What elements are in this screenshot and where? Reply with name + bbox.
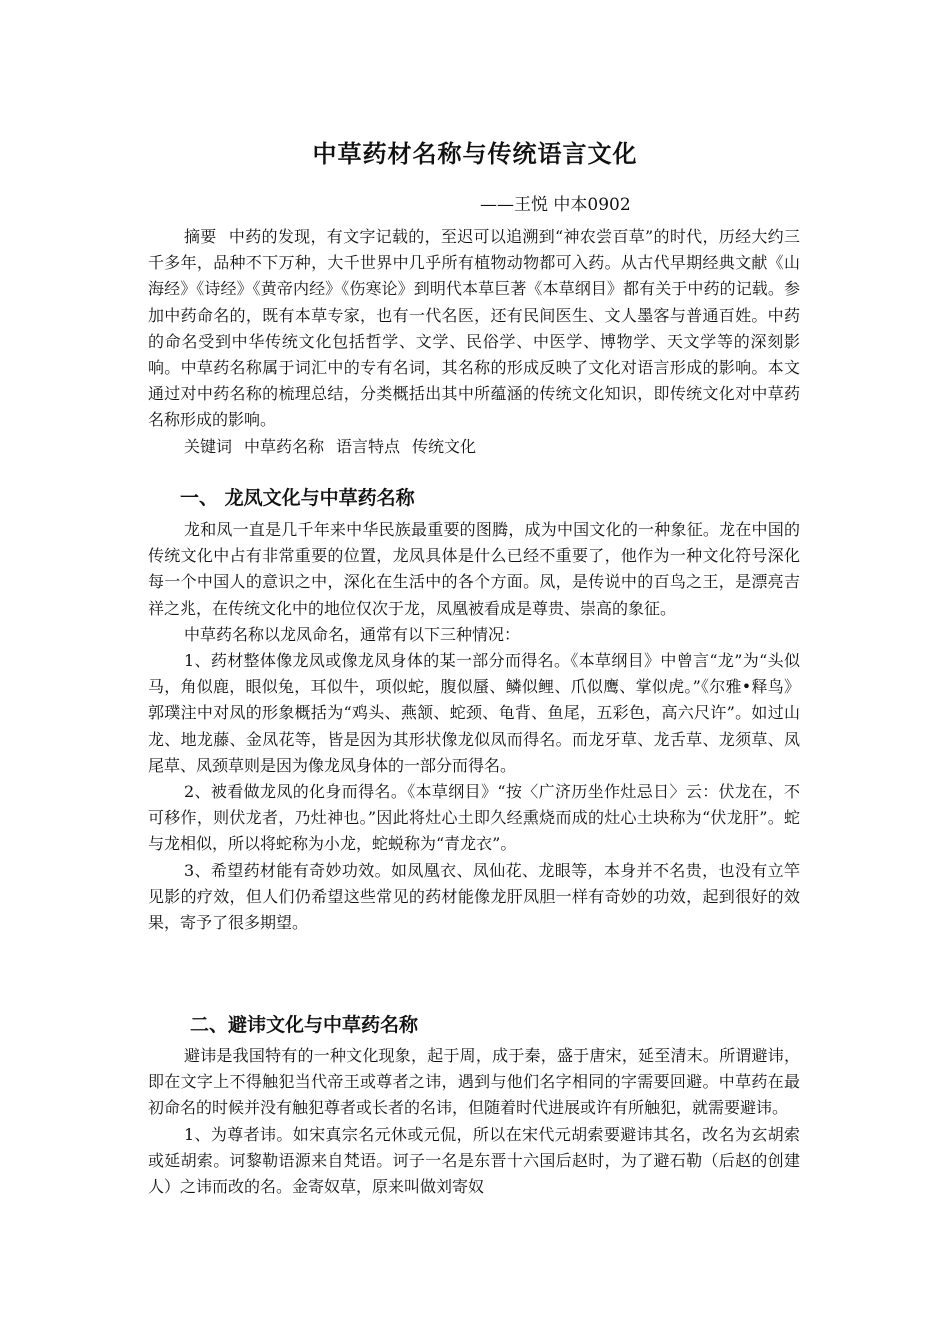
keyword-item: 传统文化 [412,436,477,456]
body-paragraph: 1、药材整体像龙凤或像龙凤身体的某一部分而得名。《本草纲目》中曾言“龙”为“头似马，角似鹿，眼似兔，耳似牛，项似蛇，腹似蜃、鳞似鲤、爪似鹰、掌似虎。”《尔雅•释鸟》郭璞注中对凤的形象概括为“鸡头、燕颔、蛇颈、龟背、鱼尾，五彩色，高六尺许”。如过山龙、地龙藤、金凤花等，皆是因为其形状像龙似凤而得名。而龙牙草、龙舌草、龙须草、凤尾草、凤颈草则是因为像龙凤身体的一部分而得名。 [148,651,800,775]
keywords-paragraph [148,434,800,460]
body-paragraph: 2、被看做龙凤的化身而得名。《本草纲目》“按〈广济历坐作灶忌日〉云：伏龙在，不可移作，则伏龙者，乃灶神也。”因此将灶心土即久经熏烧而成的灶心土块称为“伏龙肝”。蛇与龙相似，所以将蛇称为小龙，蛇蜕称为“青龙衣”。 [148,782,800,854]
body-paragraph: 中草药名称以龙凤命名，通常有以下三种情况： [184,624,521,644]
body-paragraph: 3、希望药材能有奇妙功效。如凤凰衣、凤仙花、龙眼等，本身并不名贵，也没有立竿见影的疗效，但人们仍希望这些常见的药材能像龙肝凤胆一样有奇妙的功效，起到很好的效果，寄予了很多期望。 [148,860,800,933]
section-body-dragon-phoenix [148,517,800,936]
abstract-label: 摘要 [184,227,217,246]
section-heading-taboo: 二、避讳文化与中草药名称 [190,1014,419,1036]
keywords-label: 关键词 [184,436,233,456]
body-paragraph: 避讳是我国特有的一种文化现象，起于周，成于秦，盛于唐宋，延至清末。所谓避讳，即在文字上不得触犯当代帝王或尊者之讳，遇到与他们名字相同的字需要回避。中草药在最初命名的时候并没有触犯尊者或长者的名讳，但随着时代进展或许有所触犯，就需要避讳。 [148,1046,800,1118]
section-body-taboo [148,1043,800,1200]
keyword-item: 语言特点 [336,436,401,456]
body-paragraph: 龙和凤一直是几千年来中华民族最重要的图腾，成为中国文化的一种象征。龙在中国的传统文化中占有非常重要的位置，龙凤具体是什么已经不重要了，他作为一种文化符号深化每一个中国人的意识之中，深化在生活中的各个方面。凤，是传说中的百鸟之王，是漂亮吉祥之兆，在传统文化中的地位仅次于龙，凤凰被看成是尊贵、崇高的象征。 [148,520,800,618]
abstract-text: 中药的发现，有文字记载的，至迟可以追溯到“神农尝百草”的时代，历经大约三千多年，品种不下万种，大千世界中几乎所有植物动物都可入药。从古代早期经典文献《山海经》《诗经》《黄帝内经》《伤寒论》到明代本草巨著《本草纲目》都有关于中药的记载。参加中药命名的，既有本草专家，也有一代名医，还有民间医生、文人墨客与普通百姓。中药的命名受到中华传统文化包括哲学、文学、民俗学、中医学、博物学、天文学等的深刻影响。中草药名称属于词汇中的专有名词，其名称的形成反映了文化对语言形成的影响。本文通过对中药名称的梳理总结，分类概括出其中所蕴涵的传统文化知识，即传统文化对中草药名称形成的影响。 [148,227,800,430]
document-title: 中草药材名称与传统语言文化 [312,140,638,168]
body-paragraph: 1、为尊者讳。如宋真宗名元休或元侃，所以在宋代元胡索要避讳其名，改名为玄胡索或延胡索。诃黎勒语源来自梵语。诃子一名是东晋十六国后赵时，为了避石勒（后赵的创建人）之讳而改的名。金寄奴草，原来叫做刘寄奴 [148,1124,800,1197]
author-line: ——王悦 中本0902 [480,195,631,215]
abstract-paragraph [148,224,800,434]
abstract-block [148,224,800,460]
section-heading-dragon-phoenix: 一、 龙凤文化与中草药名称 [180,487,415,509]
keyword-item: 中草药名称 [244,436,325,456]
